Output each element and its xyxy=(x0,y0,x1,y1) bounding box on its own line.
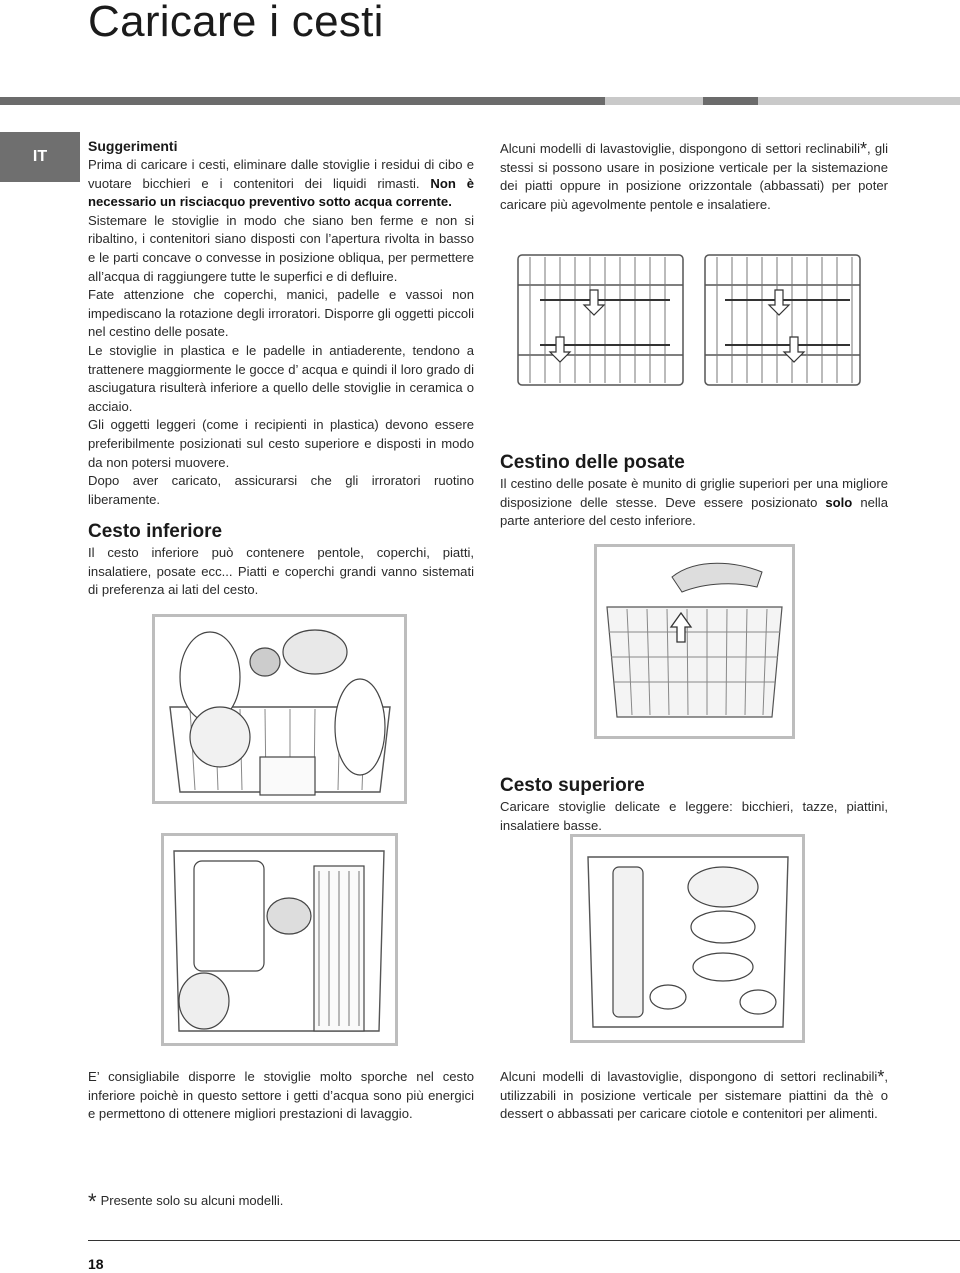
suggerimenti-heading: Suggerimenti xyxy=(88,138,178,154)
suggerimenti-section xyxy=(88,137,474,509)
cestino-posate-bold: solo xyxy=(825,494,853,510)
asterisk-mark: * xyxy=(877,1067,885,1087)
upper-basket-drawing xyxy=(573,837,802,1040)
cestino-posate-text xyxy=(500,475,888,531)
suggerimenti-paragraph-5: Gli oggetti leggeri (come i recipienti in plastica) devono essere preferibilmente posizionati sul cesto superiore e disposti in modo da non potersi muovere. xyxy=(88,417,474,470)
suggerimenti-p1-text: Prima di caricare i cesti, eliminare dalle stoviglie i residui di cibo e vuotare bicchieri e i contenitori dei liquidi rimasti. xyxy=(88,157,474,191)
suggerimenti-paragraph-3: Fate attenzione che coperchi, manici, padelle e vassoi non impediscano la rotazione degli irroratori. Disporre gli oggetti piccoli nel cestino delle posate. xyxy=(88,287,474,340)
cesto-superiore-text: Caricare stoviglie delicate e leggere: bicchieri, tazze, piattini, insalatiere basse. xyxy=(500,799,888,833)
cutlery-basket-illustration xyxy=(594,544,795,739)
suggerimenti-paragraph-4: Le stoviglie in plastica e le padelle in antiaderente, tendono a trattenere maggiormente le gocce d’ acqua e quindi il loro grado di asciugatura risulterà inferiore a quello delle stoviglie in ceramica o acciaio. xyxy=(88,342,474,414)
cesto-inferiore-heading: Cesto inferiore xyxy=(88,521,223,542)
suggerimenti-paragraph-1 xyxy=(88,156,474,212)
page-title: Caricare i cesti xyxy=(88,0,384,46)
language-tab-label: IT xyxy=(32,148,48,165)
bar-segment-light xyxy=(758,97,960,105)
footer-rule xyxy=(88,1240,960,1241)
bar-segment-dark xyxy=(0,97,605,105)
bar-segment-dark xyxy=(703,97,758,105)
lower-basket-sectors-drawing xyxy=(164,836,395,1043)
page-number: 18 xyxy=(88,1256,104,1272)
cestino-posate-text-b: nella parte anteriore del cesto inferiore. xyxy=(500,494,888,529)
lower-basket-illustration xyxy=(152,614,407,804)
settori-superiore-text-b: , utilizzabili in posizione verticale per sistemare piattini da thè o dessert o abbassati per caricare ciotole e contenitori per alimenti. xyxy=(500,1069,888,1122)
suggerimenti-paragraph-6: Dopo aver caricato, assicurarsi che gli irroratori ruotino liberamente. xyxy=(88,473,474,507)
suggerimenti-paragraph-2: Sistemare le stoviglie in modo che siano ben ferme e non si ribaltino, i contenitori siano disposti con l’apertura rivolta in basso e le parti concave o convesse in posizione obliqua, per permettere all’acqua di raggiungere tutte le superfici e di defluire. xyxy=(88,212,474,284)
cesto-superiore-heading: Cesto superiore xyxy=(500,775,645,796)
footnote-asterisk: * xyxy=(88,1189,97,1214)
bar-segment-light xyxy=(605,97,703,105)
cesto-inferiore-text: Il cesto inferiore può contenere pentole, coperchi, piatti, insalatiere, posate ecc... Piatti e coperchi grandi vanno sistemati di preferenza ai lati del cesto. xyxy=(88,545,474,598)
asterisk-mark: * xyxy=(860,139,868,159)
settori-text-a: Alcuni modelli di lavastoviglie, dispongono di settori reclinabili xyxy=(500,141,861,156)
upper-basket-illustration xyxy=(570,834,805,1043)
settori-text-b: , gli stessi si possono usare in posizione verticale per la sistemazione dei piatti oppure in posizione orizzontale (abbassati) per poter caricare più agevolmente pentole e insalatiere. xyxy=(500,141,888,212)
consiglio-text: E’ consigliabile disporre le stoviglie molto sporche nel cesto inferiore poichè in questo settore i getti d’acqua sono più energici e permettono di ottenere migliori prestazioni di lavaggio. xyxy=(88,1069,474,1122)
cestino-posate-heading: Cestino delle posate xyxy=(500,452,685,473)
foldable-racks-illustration xyxy=(510,245,866,405)
lower-basket-sectors-illustration xyxy=(161,833,398,1046)
settori-superiore-text-a: Alcuni modelli di lavastoviglie, dispongono di settori reclinabili xyxy=(500,1069,878,1084)
settori-reclinabili-text xyxy=(500,140,888,214)
cestino-posate-text-a: Il cestino delle posate è munito di griglie superiori per una migliore disposizione delle stesse. Deve essere posizionato xyxy=(500,476,888,510)
header-color-bar xyxy=(0,97,960,105)
cutlery-basket-drawing xyxy=(597,547,792,736)
footnote-text: Presente solo su alcuni modelli. xyxy=(100,1193,284,1208)
lower-basket-drawing xyxy=(155,617,404,801)
suggerimenti-p1-bold: Non è necessario un risciacquo preventivo sotto acqua corrente. xyxy=(88,175,475,210)
footnote xyxy=(88,1189,283,1215)
settori-superiore-text xyxy=(500,1068,888,1124)
foldable-racks-drawing xyxy=(510,245,866,405)
